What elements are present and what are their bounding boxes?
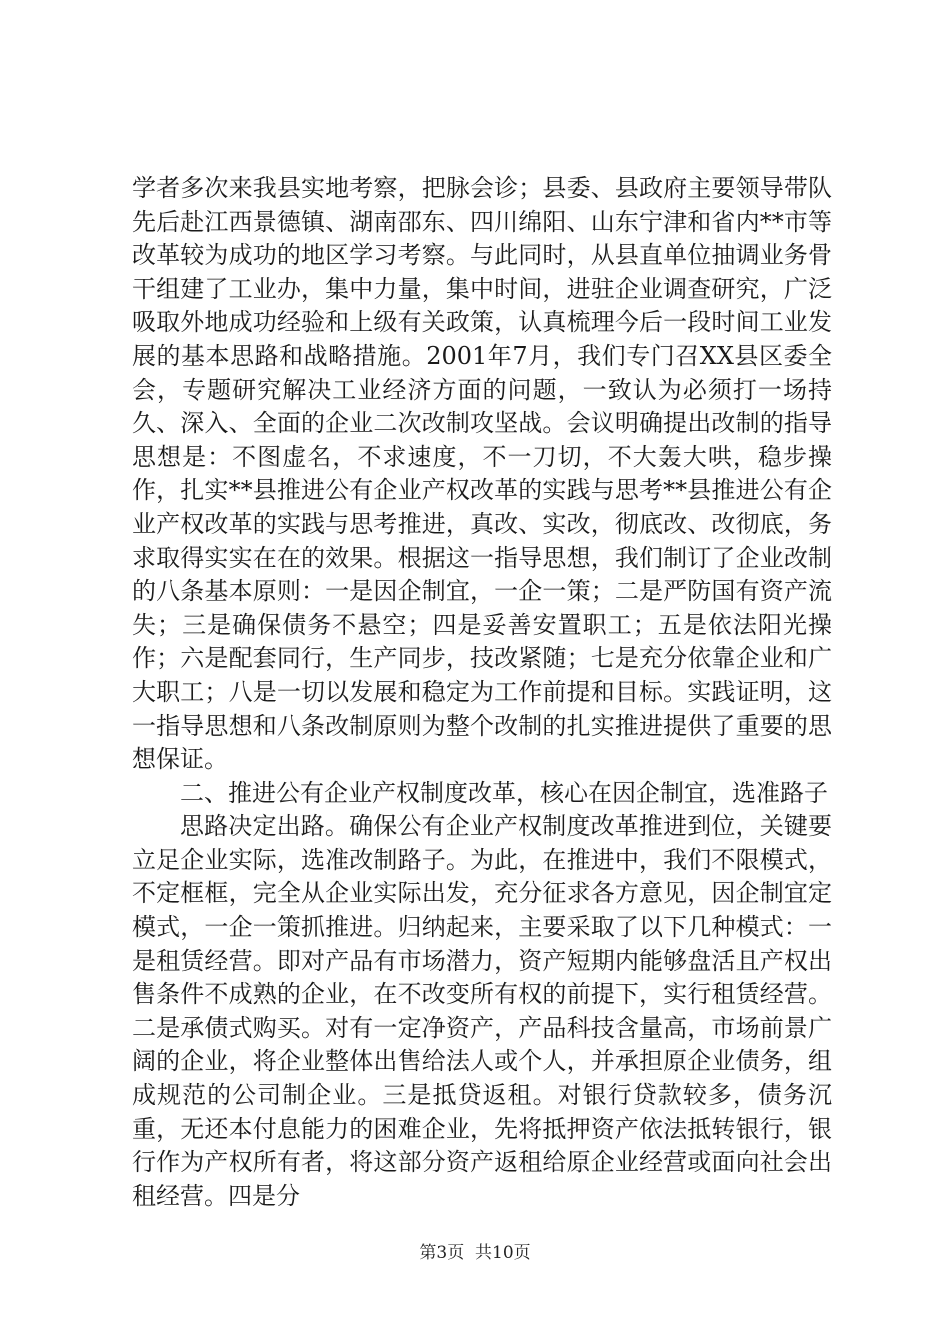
- page-label-suffix: 页: [513, 1243, 531, 1263]
- document-body: [132, 172, 832, 1213]
- page-number-current: 3: [436, 1243, 448, 1263]
- body-paragraph: 思路决定出路。确保公有企业产权制度改革推进到位，关键要立足企业实际，选准改制路子。为此，在推进中，我们不限模式，不定框框，完全从企业实际出发，充分征求各方意见，因企制宜定模式，一企一策抓推进。归纳起来，主要采取了以下几种模式：一是租赁经营。即对产品有市场潜力，资产短期内能够盘活且产权出售条件不成熟的企业，在不改变所有权的前提下，实行租赁经营。二是承债式购买。对有一定净资产，产品科技含量高，市场前景广阔的企业，将企业整体出售给法人或个人，并承担原企业债务，组成规范的公司制企业。三是抵贷返租。对银行贷款较多，债务沉重，无还本付息能力的困难企业，先将抵押资产依法抵转银行，银行作为产权所有者，将这部分资产返租给原企业经营或面向社会出租经营。四是分: [132, 812, 832, 1210]
- body-paragraph: 学者多次来我县实地考察，把脉会诊；县委、县政府主要领导带队先后赴江西景德镇、湖南邵东、四川绵阳、山东宁津和省内**市等改革较为成功的地区学习考察。与此同时，从县直单位抽调业务骨干组建了工业办，集中力量，集中时间，进驻企业调查研究，广泛吸取外地成功经验和上级有关政策，认真梳理今后一段时间工业发展的基本思路和战略措施。2001年7月，我们专门召XX县区委全会，专题研究解决工业经济方面的问题，一致认为必须打一场持久、深入、全面的企业二次改制攻坚战。会议明确提出改制的指导思想是：不图虚名，不求速度，不一刀切，不大轰大哄，稳步操作，扎实**县推进公有企业产权改革的实践与思考**县推进公有企业产权改革的实践与思考推进，真改、实改，彻底改、改彻底，务求取得实实在在的效果。根据这一指导思想，我们制订了企业改制的八条基本原则：一是因企制宜，一企一策；二是严防国有资产流失；三是确保债务不悬空；四是妥善安置职工；五是依法阳光操作；六是配套同行，生产同步，技改紧随；七是充分依靠企业和广大职工；八是一切以发展和稳定为工作前提和目标。实践证明，这一指导思想和八条改制原则为整个改制的扎实推进提供了重要的思想保证。: [132, 174, 832, 774]
- page-number-total: 10: [492, 1243, 514, 1263]
- page-label-mid: 页 共: [447, 1243, 492, 1263]
- page-footer: [0, 1242, 950, 1264]
- section-heading: 二、推进公有企业产权制度改革，核心在因企制宜，选准路子: [180, 778, 828, 807]
- page-label-prefix: 第: [419, 1243, 437, 1263]
